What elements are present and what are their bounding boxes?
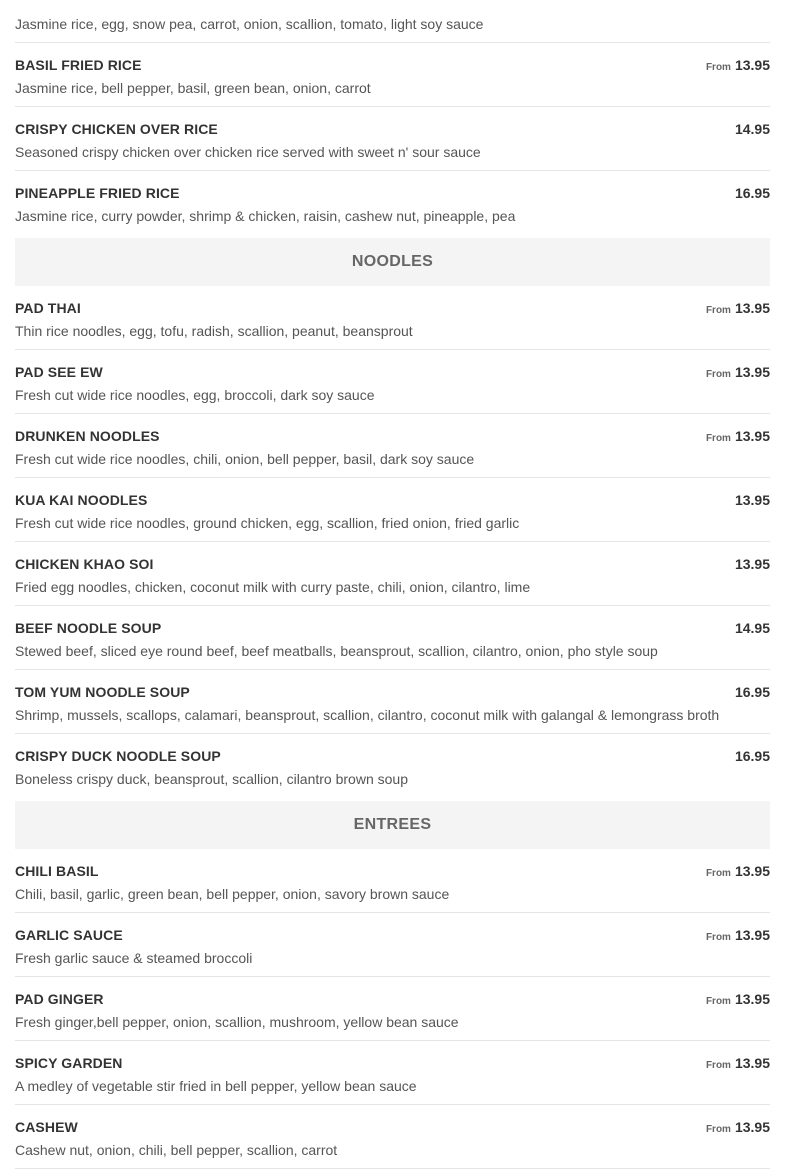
item-price [706,991,770,1007]
menu-item[interactable] [15,286,770,350]
from-label: From [705,369,731,380]
item-description: Boneless crispy duck, beansprout, scallion, cilantro brown soup [15,771,408,787]
item-description: Stewed beef, sliced eye round beef, beef meatballs, beansprout, scallion, cilantro, onion, pho style soup [15,643,658,659]
item-description: Thin rice noodles, egg, tofu, radish, scallion, peanut, beansprout [15,323,413,339]
item-description: Shrimp, mussels, scallops, calamari, beansprout, scallion, cilantro, coconut milk with galangal & lemongrass broth [15,707,720,723]
item-description: Fresh cut wide rice noodles, ground chicken, egg, scallion, fried onion, fried garlic [15,515,520,531]
item-price [735,748,770,764]
item-price [735,121,770,137]
price-value: 13.95 [734,863,770,879]
item-price [735,556,770,572]
price-value: 13.95 [734,300,770,316]
menu-item[interactable] [15,171,770,238]
menu-item[interactable] [15,670,770,734]
price-value: 14.95 [734,620,770,636]
menu-item[interactable] [15,107,770,171]
item-name: GARLIC SAUCE [15,927,123,943]
menu-item[interactable] [15,414,770,478]
section-title: NOODLES [351,253,434,270]
from-label: From [705,433,731,444]
item-name: CRISPY CHICKEN OVER RICE [15,121,218,137]
item-name: PAD GINGER [15,991,104,1007]
price-value: 13.95 [734,57,770,73]
menu-item[interactable] [15,849,770,913]
from-label: From [705,932,731,943]
item-price [706,364,770,380]
item-name: CASHEW [15,1119,78,1135]
from-label: From [705,868,731,879]
item-description: Jasmine rice, curry powder, shrimp & chicken, raisin, cashew nut, pineapple, pea [15,208,516,224]
menu-item[interactable] [15,913,770,977]
menu-item[interactable] [15,977,770,1041]
item-name: PAD THAI [15,300,81,316]
price-value: 14.95 [734,121,770,137]
item-description: Fresh cut wide rice noodles, chili, onion, bell pepper, basil, dark soy sauce [15,451,475,467]
item-name: CHILI BASIL [15,863,99,879]
menu-item[interactable] [15,478,770,542]
item-price [735,620,770,636]
item-price [706,927,770,943]
price-value: 16.95 [734,185,770,201]
item-name: CHICKEN KHAO SOI [15,556,154,572]
item-description: Fresh ginger,bell pepper, onion, scallion, mushroom, yellow bean sauce [15,1014,459,1030]
item-name: BASIL FRIED RICE [15,57,142,73]
item-name: KUA KAI NOODLES [15,492,148,508]
item-name: PAD SEE EW [15,364,103,380]
menu-item[interactable] [15,542,770,606]
from-label: From [705,996,731,1007]
item-name: SPICY GARDEN [15,1055,123,1071]
price-value: 13.95 [734,428,770,444]
menu-item[interactable] [15,43,770,107]
item-description: Seasoned crispy chicken over chicken rice served with sweet n' sour sauce [15,144,481,160]
item-description: Fresh cut wide rice noodles, egg, broccoli, dark soy sauce [15,387,375,403]
price-value: 13.95 [734,1055,770,1071]
menu-item[interactable] [15,350,770,414]
price-value: 13.95 [734,1119,770,1135]
from-label: From [705,1060,731,1071]
price-value: 16.95 [734,748,770,764]
item-price [706,1119,770,1135]
price-value: 13.95 [734,492,770,508]
menu-item[interactable] [15,734,770,801]
item-description: Fried egg noodles, chicken, coconut milk with curry paste, chili, onion, cilantro, lime [15,579,531,595]
item-name: DRUNKEN NOODLES [15,428,160,444]
item-price [735,684,770,700]
item-name: CRISPY DUCK NOODLE SOUP [15,748,221,764]
item-description: Jasmine rice, egg, snow pea, carrot, onion, scallion, tomato, light soy sauce [15,16,484,32]
menu-item[interactable] [15,1105,770,1169]
item-price [706,57,770,73]
menu-item[interactable] [15,0,770,43]
item-price [706,300,770,316]
item-price [706,1055,770,1071]
item-price [706,428,770,444]
item-price [706,863,770,879]
price-value: 13.95 [734,364,770,380]
from-label: From [705,1124,731,1135]
price-value: 13.95 [734,991,770,1007]
section-header-noodles [15,238,770,286]
price-value: 13.95 [734,927,770,943]
price-value: 16.95 [734,684,770,700]
item-name: TOM YUM NOODLE SOUP [15,684,190,700]
menu-item[interactable] [15,1041,770,1105]
price-value: 13.95 [734,556,770,572]
from-label: From [705,62,731,73]
section-title: ENTREES [353,816,432,833]
item-price [735,492,770,508]
section-header-entrees [15,801,770,849]
item-description: A medley of vegetable stir fried in bell pepper, yellow bean sauce [15,1078,417,1094]
item-description: Jasmine rice, bell pepper, basil, green bean, onion, carrot [15,80,371,96]
from-label: From [705,305,731,316]
menu-item[interactable] [15,606,770,670]
item-price [735,185,770,201]
item-name: PINEAPPLE FRIED RICE [15,185,180,201]
item-description: Cashew nut, onion, chili, bell pepper, scallion, carrot [15,1142,338,1158]
item-name: BEEF NOODLE SOUP [15,620,162,636]
item-description: Fresh garlic sauce & steamed broccoli [15,950,253,966]
item-description: Chili, basil, garlic, green bean, bell pepper, onion, savory brown sauce [15,886,450,902]
menu-list [15,0,770,1169]
